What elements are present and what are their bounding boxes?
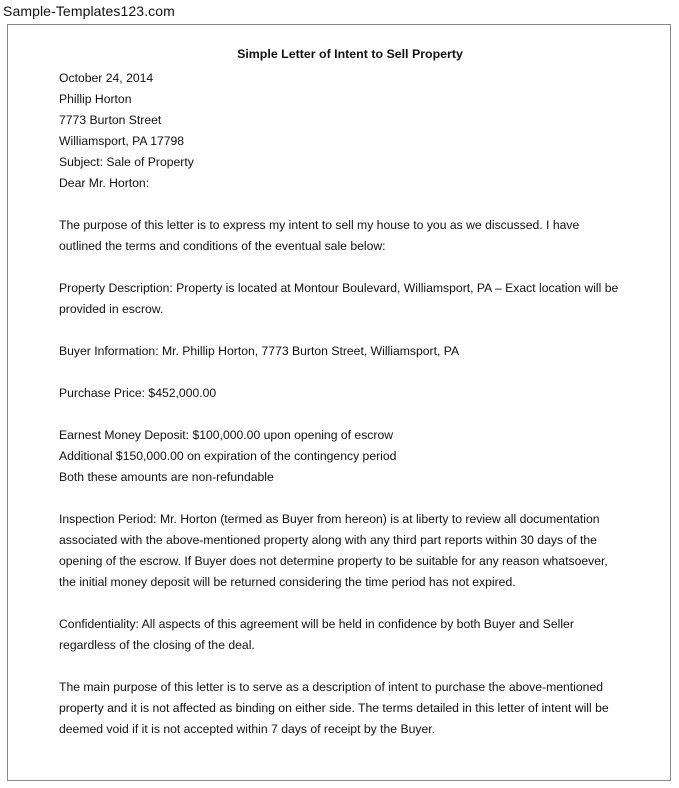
- paragraph-purchase-price: [59, 383, 629, 404]
- letter-content: [59, 47, 629, 740]
- text-line: opening of the escrow. If Buyer does not determine property to be suitable for any reason whatsoever,: [59, 554, 608, 568]
- text-line: property and it is not affected as binding on either side. The terms detailed in this letter of intent will be: [59, 701, 609, 715]
- paragraph-property-description: [59, 278, 629, 320]
- recipient-city: Williamsport, PA 17798: [59, 134, 185, 148]
- text-line: Additional $150,000.00 on expiration of the contingency period: [59, 449, 397, 463]
- paragraph-buyer-information: [59, 341, 629, 362]
- text-line: Buyer Information: Mr. Phillip Horton, 7773 Burton Street, Williamsport, PA: [59, 344, 460, 358]
- text-line: provided in escrow.: [59, 302, 164, 316]
- letter-subject: Subject: Sale of Property: [59, 155, 194, 169]
- text-line: Both these amounts are non-refundable: [59, 470, 274, 484]
- letter-title: Simple Letter of Intent to Sell Property: [237, 47, 463, 61]
- recipient-name: Phillip Horton: [59, 92, 132, 106]
- paragraph-confidentiality: [59, 614, 629, 656]
- salutation: Dear Mr. Horton:: [59, 176, 150, 190]
- text-line: regardless of the closing of the deal.: [59, 638, 255, 652]
- text-line: Earnest Money Deposit: $100,000.00 upon opening of escrow: [59, 428, 394, 442]
- paragraph-closing: [59, 677, 629, 740]
- text-line: the initial money deposit will be returned considering the time period has not expired.: [59, 575, 516, 589]
- text-line: Inspection Period: Mr. Horton (termed as Buyer from hereon) is at liberty to review all documentation: [59, 512, 600, 526]
- text-line: The main purpose of this letter is to serve as a description of intent to purchase the above-mentioned: [59, 680, 604, 694]
- text-line: deemed void if it is not accepted within 7 days of receipt by the Buyer.: [59, 722, 435, 736]
- paragraph-earnest-money: [59, 425, 629, 488]
- text-line: outlined the terms and conditions of the eventual sale below:: [59, 239, 386, 253]
- text-line: Purchase Price: $452,000.00: [59, 386, 217, 400]
- text-line: Confidentiality: All aspects of this agreement will be held in confidence by both Buyer and Seller: [59, 617, 574, 631]
- recipient-street: 7773 Burton Street: [59, 113, 162, 127]
- letter-date: October 24, 2014: [59, 71, 154, 85]
- paragraph-purpose: [59, 215, 629, 257]
- text-line: Property Description: Property is located at Montour Boulevard, Williamsport, PA – Exact location will be: [59, 281, 619, 295]
- letter-header: [59, 68, 629, 194]
- text-line: associated with the above-mentioned property along with any third part reports within 30 days of the: [59, 533, 597, 547]
- text-line: The purpose of this letter is to express my intent to sell my house to you as we discussed. I have: [59, 218, 580, 232]
- document-page: [7, 24, 671, 781]
- site-watermark: Sample-Templates123.com: [3, 3, 175, 19]
- paragraph-inspection-period: [59, 509, 629, 593]
